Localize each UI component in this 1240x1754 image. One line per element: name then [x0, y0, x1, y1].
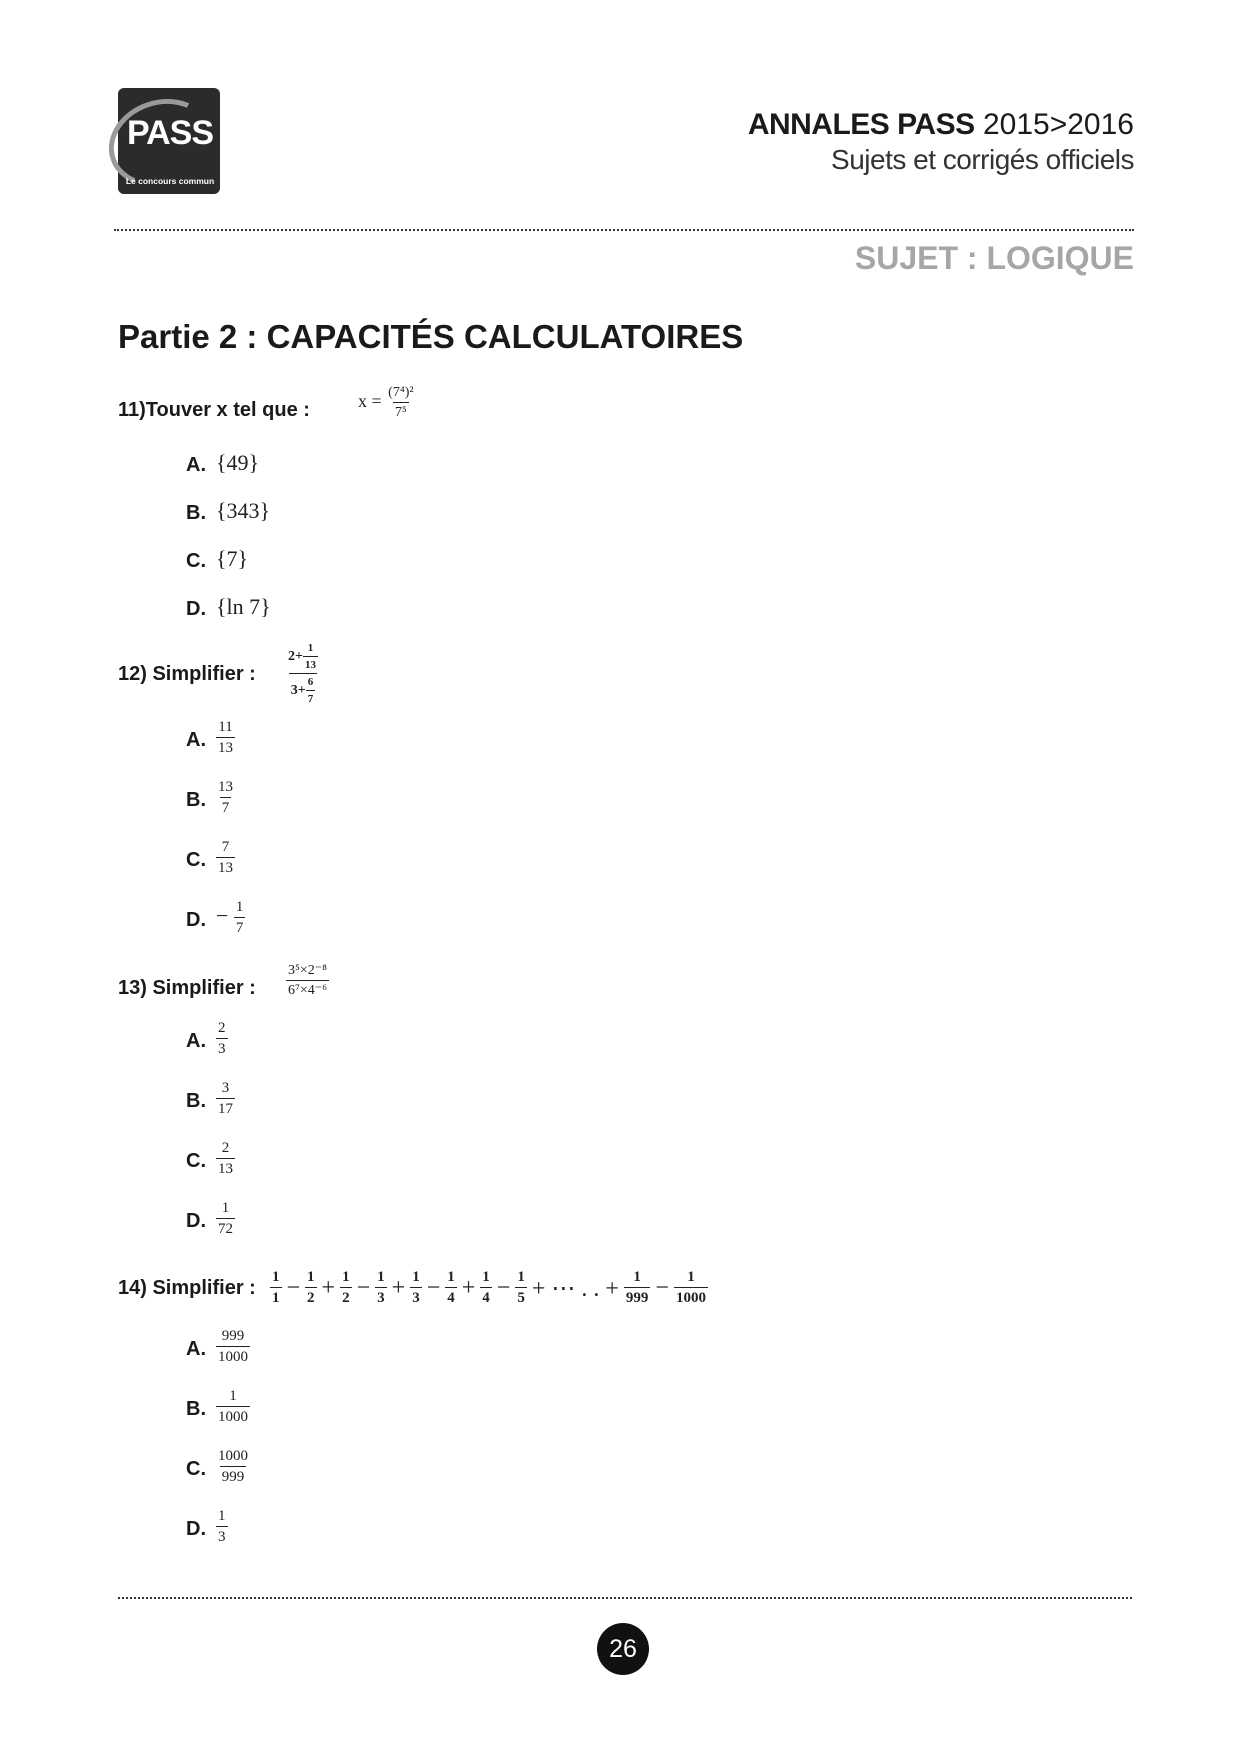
- frac-num: 1: [235, 899, 244, 915]
- answer-letter: B.: [186, 1090, 206, 1112]
- answer-value: [216, 1329, 250, 1365]
- frac-den: 5: [515, 1287, 527, 1306]
- frac-den: 72: [216, 1218, 235, 1237]
- answer-value: [216, 1021, 228, 1057]
- q11-fraction: [386, 386, 415, 420]
- answer-letter: B.: [186, 1398, 206, 1420]
- header-year-sep: >: [1049, 108, 1068, 141]
- minus-sign: −: [216, 903, 229, 929]
- frac-den: 13: [216, 737, 235, 756]
- q12-num-frac: [303, 643, 318, 671]
- answer-fraction: [216, 840, 235, 876]
- bottom-divider: [118, 1597, 1132, 1599]
- frac-num: 1: [633, 1269, 641, 1285]
- answer-value: [216, 1201, 235, 1237]
- answer-value: [216, 1509, 228, 1545]
- frac-den: 3: [410, 1287, 422, 1306]
- frac-num: 1000: [218, 1448, 248, 1464]
- frac-den: 1000: [216, 1346, 250, 1365]
- q12-den-fnum: 6: [307, 676, 314, 688]
- frac-num: 2: [218, 1020, 226, 1036]
- operator: −: [426, 1274, 441, 1301]
- q14-telescoping-sum: [270, 1270, 708, 1306]
- header-title-bold: ANNALES PASS: [747, 108, 975, 141]
- sum-term-fraction: [340, 1270, 352, 1306]
- answer-letter: C.: [186, 550, 206, 572]
- q12-num-int: 2+: [288, 649, 303, 665]
- answer-letter: C.: [186, 849, 206, 871]
- frac-num: 999: [221, 1328, 245, 1344]
- operator: −: [496, 1274, 511, 1301]
- frac-num: 1: [447, 1269, 455, 1285]
- answer-value: [216, 900, 245, 936]
- q11-num: (7⁴)²: [388, 385, 414, 400]
- operator: −: [356, 1274, 371, 1301]
- frac-den: 3: [375, 1287, 387, 1306]
- frac-num: 1: [687, 1269, 695, 1285]
- frac-den: 3: [216, 1526, 228, 1545]
- answer-fraction: [216, 1021, 228, 1057]
- operator: +: [391, 1274, 406, 1301]
- answer-letter: C.: [186, 1150, 206, 1172]
- sum-term-fraction: [305, 1270, 317, 1306]
- frac-den: 4: [480, 1287, 492, 1306]
- operator: + ⋯ . . +: [531, 1275, 619, 1302]
- frac-den: 4: [445, 1287, 457, 1306]
- q12-numerator: [286, 643, 320, 673]
- sum-term-fraction: [410, 1270, 422, 1306]
- answer-value: [216, 720, 235, 756]
- question-11-label: 11)Touver x tel que :: [118, 399, 310, 421]
- q13-num: 3⁵×2⁻⁸: [288, 963, 328, 978]
- q12-num-fnum: 1: [307, 642, 314, 654]
- answer-letter: A.: [186, 729, 206, 751]
- subject-heading: SUJET : LOGIQUE: [854, 240, 1134, 276]
- top-divider: [114, 229, 1134, 231]
- frac-den: 999: [220, 1466, 247, 1485]
- q11-lhs: x =: [358, 391, 382, 412]
- q12-compound-fraction: [286, 643, 320, 705]
- frac-num: 7: [221, 839, 230, 855]
- frac-den: 13: [216, 1158, 235, 1177]
- frac-num: 1: [221, 1200, 230, 1216]
- answer-fraction: [216, 780, 235, 816]
- question-13-label: 13) Simplifier :: [118, 977, 256, 999]
- frac-den: 1000: [216, 1406, 250, 1425]
- answer-value: [216, 1081, 235, 1117]
- answer-letter: A.: [186, 454, 206, 476]
- answer-letter: A.: [186, 1338, 206, 1360]
- answer-fraction: [216, 1449, 250, 1485]
- q12-den-int: 3+: [290, 683, 306, 699]
- sum-term-fraction: [515, 1270, 527, 1306]
- page-number: 26: [597, 1623, 649, 1675]
- question-12-label: 12) Simplifier :: [118, 663, 256, 685]
- frac-num: 1: [272, 1269, 280, 1285]
- q13-den: 6⁷×4⁻⁶: [286, 980, 329, 998]
- answer-value: [216, 1449, 250, 1485]
- answer-value: [216, 1141, 235, 1177]
- frac-num: 3: [221, 1080, 230, 1096]
- frac-num: 1: [412, 1269, 420, 1285]
- question-12-formula: [286, 643, 320, 705]
- frac-den: 17: [216, 1098, 235, 1117]
- question-14-formula: [270, 1270, 708, 1306]
- answer-letter: B.: [186, 789, 206, 811]
- q12-num-fden: 13: [303, 656, 318, 671]
- frac-num: 2: [221, 1140, 230, 1156]
- header-title: [748, 108, 1134, 142]
- frac-den: 7: [234, 917, 246, 936]
- frac-num: 1: [342, 1269, 350, 1285]
- frac-den: 2: [305, 1287, 317, 1306]
- answer-fraction: [234, 900, 246, 936]
- logo-tagline: Le concours commun: [125, 176, 215, 186]
- answer-fraction: [216, 1329, 250, 1365]
- answer-fraction: [216, 1141, 235, 1177]
- answer-letter: D.: [186, 909, 206, 931]
- answer-letter: C.: [186, 1458, 206, 1480]
- operator: −: [286, 1274, 301, 1301]
- answer-value: {343}: [216, 498, 271, 523]
- sum-term-fraction: [270, 1270, 282, 1306]
- answer-value: [216, 1389, 250, 1425]
- sum-term-fraction: [624, 1270, 651, 1306]
- operator: +: [321, 1274, 336, 1301]
- question-13-formula: [286, 964, 329, 998]
- sum-term-fraction: [674, 1270, 708, 1306]
- header-year-end: 2016: [1067, 108, 1134, 141]
- frac-num: 1: [377, 1269, 385, 1285]
- header-year-start: 2015: [982, 108, 1050, 141]
- sum-term-fraction: [480, 1270, 492, 1306]
- question-14-label: 14) Simplifier :: [118, 1277, 256, 1299]
- question-11-formula: [358, 386, 416, 420]
- q12-denominator: [289, 673, 317, 705]
- frac-den: 7: [220, 797, 232, 816]
- frac-num: 1: [517, 1269, 525, 1285]
- answer-value: [216, 840, 235, 876]
- answer-value: {ln 7}: [216, 594, 271, 619]
- frac-den: 999: [624, 1287, 651, 1306]
- answer-fraction: [216, 1389, 250, 1425]
- frac-den: 1000: [674, 1287, 708, 1306]
- frac-num: 1: [218, 1508, 226, 1524]
- answer-letter: D.: [186, 1210, 206, 1232]
- answer-letter: A.: [186, 1030, 206, 1052]
- answer-fraction: [216, 1081, 235, 1117]
- sum-term-fraction: [375, 1270, 387, 1306]
- sum-term-fraction: [445, 1270, 457, 1306]
- answer-letter: B.: [186, 502, 206, 524]
- frac-num: 1: [482, 1269, 490, 1285]
- frac-num: 1: [229, 1388, 237, 1404]
- operator: −: [655, 1274, 669, 1301]
- frac-num: 11: [218, 719, 233, 735]
- answer-fraction: [216, 1509, 228, 1545]
- q12-den-frac: [306, 677, 316, 705]
- frac-num: 13: [218, 779, 233, 795]
- answer-value: [216, 780, 235, 816]
- part-title: Partie 2 : CAPACITÉS CALCULATOIRES: [118, 318, 744, 355]
- frac-den: 13: [216, 857, 235, 876]
- answer-value: {7}: [216, 546, 249, 571]
- pass-logo: [118, 88, 220, 194]
- q12-den-fden: 7: [306, 690, 316, 705]
- answer-letter: D.: [186, 1518, 206, 1540]
- frac-num: 1: [307, 1269, 315, 1285]
- answer-fraction: [216, 1201, 235, 1237]
- header-subtitle: Sujets et corrigés officiels: [831, 144, 1134, 175]
- answer-value: {49}: [216, 450, 260, 475]
- answer-letter: D.: [186, 598, 206, 620]
- operator: +: [461, 1274, 476, 1301]
- answer-fraction: [216, 720, 235, 756]
- frac-den: 2: [340, 1287, 352, 1306]
- logo-word: PASS: [126, 114, 214, 152]
- frac-den: 3: [216, 1038, 228, 1057]
- q13-fraction: [286, 964, 329, 998]
- frac-den: 1: [270, 1287, 282, 1306]
- q11-den: 7⁵: [393, 402, 409, 420]
